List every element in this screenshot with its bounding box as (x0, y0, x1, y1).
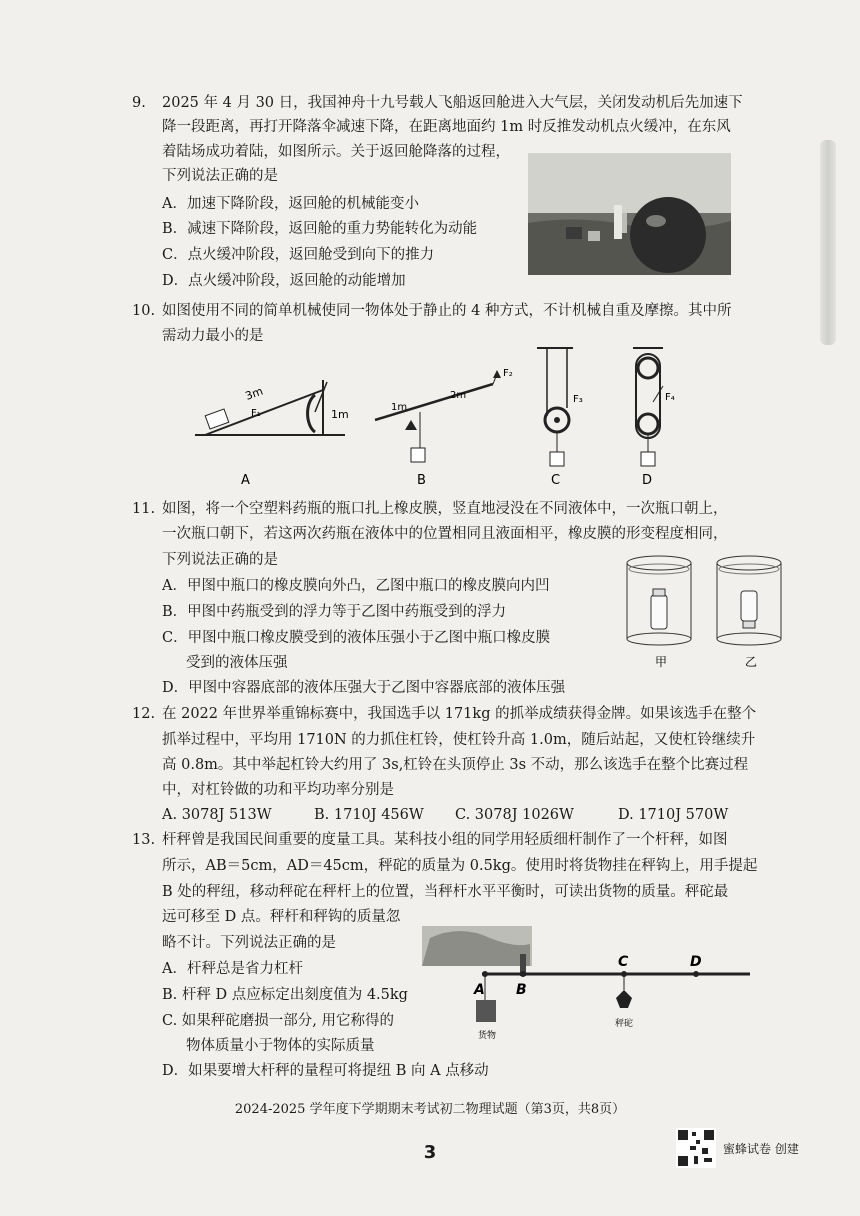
q13-option-c: C. 如果秤砣磨损一部分, 用它称得的 (162, 1013, 395, 1029)
qr-code-icon (676, 1128, 716, 1168)
q13-line-1: 杆秤曾是我国民间重要的度量工具。某科技小组的同学用轻质细杆制作了一个杆秤，如图 (162, 832, 728, 848)
q13-option-d: D．如果要增大杆秤的量程可将提纽 B 向 A 点移动 (162, 1063, 489, 1079)
q10-line-1: 如图使用不同的简单机械使同一物体处于静止的 4 种方式，不计机械自重及摩擦。其中所 (162, 303, 732, 319)
q13-number: 13. (132, 832, 156, 848)
q12-option-d: D. 1710J 570W (618, 807, 729, 823)
brand-label: 蜜蜂试卷 创建 (723, 1142, 799, 1156)
pulley-block-diagram (633, 348, 675, 488)
container-jia (627, 556, 691, 669)
page-footer: 2024-2025 学年度下学期期末考试初二物理试题（第3页，共8页） (234, 1102, 626, 1117)
q13-line-4: 远可移至 D 点。秤杆和秤钩的质量忽 (162, 909, 401, 925)
q13-option-c-cont: 物体质量小于物体的实际质量 (186, 1038, 375, 1054)
point-c-label: C (618, 954, 629, 970)
q13-option-b: B. 杆秤 D 点应标定出刻度值为 4.5kg (162, 987, 408, 1003)
q12-line-4: 中，对杠铃做的功和平均功率分别是 (162, 782, 394, 798)
fig-label-d: D (642, 473, 653, 488)
q9-option-b: B．减速下降阶段，返回舱的重力势能转化为动能 (162, 221, 478, 237)
fig-label-a: A (241, 473, 250, 488)
q11-option-a: A．甲图中瓶口的橡皮膜向外凸，乙图中瓶口的橡皮膜向内凹 (162, 578, 550, 594)
q12-option-b: B. 1710J 456W (314, 807, 424, 823)
q11-number: 11. (132, 501, 156, 517)
weight-label: 秤砣 (615, 1019, 634, 1029)
simple-machines-figure (195, 340, 685, 490)
q12-line-1: 在 2022 年世界举重锦标赛中，我国选手以 171kg 的抓举成绩获得金牌。如果该选手在整个 (162, 706, 757, 722)
bottle-containers-figure (625, 555, 785, 673)
lever-diagram (375, 368, 513, 488)
point-b-label: B (516, 982, 527, 998)
q11-option-d: D．甲图中容器底部的液体压强大于乙图中容器底部的液体压强 (162, 680, 566, 696)
steelyard-figure (420, 918, 760, 1050)
q13-line-2: 所示，AB＝5cm，AD＝45cm，秤砣的质量为 0.5kg。使用时将货物挂在秤钩上，用手提起 (162, 858, 758, 874)
f3-label: F₃ (573, 394, 583, 405)
q11-option-c: C．甲图中瓶口橡皮膜受到的液体压强小于乙图中瓶口橡皮膜 (162, 630, 551, 646)
incline-diagram (195, 380, 349, 488)
sliding-weight (616, 990, 632, 1008)
q11-line-3: 下列说法正确的是 (162, 552, 278, 568)
q9-line-2: 降一段距离，再打开降落伞减速下降，在距离地面约 1m 时反推发动机点火缓冲，在东风 (162, 119, 731, 135)
page-number: 3 (423, 1142, 437, 1163)
q9-number: 9. (132, 95, 146, 111)
capsule-landing-photo (528, 153, 731, 275)
q12-line-2: 抓举过程中，平均用 1710N 的力抓住杠铃，使杠铃升高 1.0m，随后站起，又使杠铃继续升 (162, 732, 756, 748)
q11-option-b: B．甲图中药瓶受到的浮力等于乙图中药瓶受到的浮力 (162, 604, 507, 620)
container-yi (717, 556, 781, 669)
point-a-label: A (474, 982, 485, 998)
q12-option-c: C. 3078J 1026W (455, 807, 574, 823)
q9-option-a: A．加速下降阶段，返回舱的机械能变小 (162, 196, 419, 212)
q9-option-c: C．点火缓冲阶段，返回舱受到向下的推力 (162, 247, 435, 263)
point-d-label: D (690, 954, 702, 970)
hand-photo (422, 926, 532, 976)
goods-box (476, 1000, 496, 1022)
incline-length-label: 3m (243, 384, 265, 403)
lever-arm-1-label: 1m (391, 402, 408, 413)
q10-line-2: 需动力最小的是 (162, 328, 264, 344)
fig-label-b: B (417, 473, 426, 488)
f4-label: F₄ (665, 392, 675, 403)
q11-line-1: 如图，将一个空塑料药瓶的瓶口扎上橡皮膜，竖直地浸没在不同液体中，一次瓶口朝上， (162, 501, 728, 517)
movable-pulley-diagram (537, 348, 583, 488)
q13-option-a: A．杆秤总是省力杠杆 (162, 961, 303, 977)
q11-option-c-cont: 受到的液体压强 (186, 655, 288, 671)
f1-label: F₁ (251, 408, 261, 419)
label-yi: 乙 (745, 655, 758, 669)
q9-line-4: 下列说法正确的是 (162, 168, 278, 184)
q13-line-5: 略不计。下列说法正确的是 (162, 935, 336, 951)
scrollbar[interactable] (820, 140, 836, 345)
q12-option-a: A. 3078J 513W (162, 807, 272, 823)
q13-line-3: B 处的秤纽，移动秤砣在秤杆上的位置，当秤杆水平平衡时，可读出货物的质量。秤砣最 (162, 884, 729, 900)
label-jia: 甲 (655, 655, 668, 669)
q9-line-1: 2025 年 4 月 30 日，我国神舟十九号载人飞船返回舱进入大气层，关闭发动机后先加速下 (162, 95, 743, 111)
f2-label: F₂ (503, 368, 513, 379)
q12-number: 12. (132, 706, 156, 722)
fig-label-c: C (551, 473, 561, 488)
q9-line-3: 着陆场成功着陆，如图所示。关于返回舱降落的过程， (162, 144, 510, 160)
goods-label: 货物 (478, 1031, 497, 1041)
q10-number: 10. (132, 303, 156, 319)
q9-option-d: D．点火缓冲阶段，返回舱的动能增加 (162, 273, 406, 289)
incline-height-label: 1m (331, 408, 349, 421)
q11-line-2: 一次瓶口朝下，若这两次药瓶在液体中的位置相同且液面相平，橡皮膜的形变程度相同， (162, 526, 728, 542)
lever-arm-2-label: 2m (450, 390, 467, 401)
q12-line-3: 高 0.8m。其中举起杠铃大约用了 3s,杠铃在头顶停止 3s 不动，那么该选手在整个比赛过程 (162, 757, 749, 773)
